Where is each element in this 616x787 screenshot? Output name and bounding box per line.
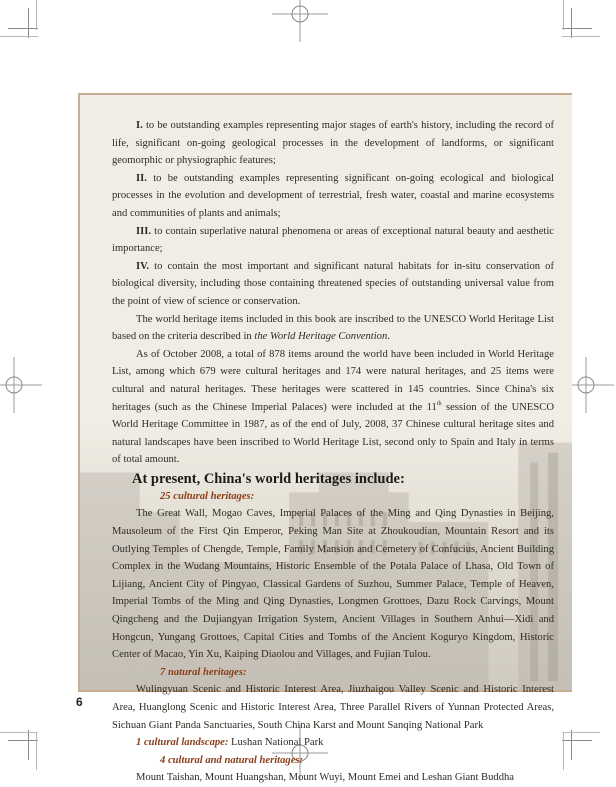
cultural-heritages-label: 25 cultural heritages: <box>160 490 255 502</box>
criterion-2 <box>112 170 554 223</box>
page-number: 6 <box>76 695 83 709</box>
cultural-landscape-text: Lushan National Park <box>228 737 324 749</box>
ordinal-superscript: th <box>436 400 442 407</box>
cultural-landscape-line <box>112 734 554 752</box>
criterion-1 <box>112 117 554 170</box>
crop-mark-top-left <box>0 0 40 40</box>
convention-title: the World Heritage Convention <box>254 331 388 343</box>
criterion-numeral: IV. <box>136 260 150 272</box>
cultural-heritages-list: The Great Wall, Mogao Caves, Imperial Palaces of the Ming and Qing Dynasties in Beijing, Mausoleum of the First Qin Emperor, Peking Man Site at Zhoukoudian, Mountain Resort and its Outlying Temples of Chengde, Temple, Family Mansion and Cemetery of Confucius, Ancient Building Complex in the Wudang Mountains, Historic Ensemble of the Potala Palace of Lhasa, Old Town of Lijiang, Ancient City of Pingyao, Classical Gardens of Suzhou, Summer Palace, Temple of Heaven, Imperial Tombs of the Ming and Qing Dynasties, Longmen Grottoes, Dazu Rock Carvings, Mount Qingcheng and the Dujiangyan Irrigation System, Ancient Villages in Southern Anhui—Xidi and Hongcun, Yungang Grottoes, Capital Cities and Tombs of the Ancient Koguryo Kingdom, Historic Center of Macao, Yin Xu, Kaiping Diaolou and Villages, and Fujian Tulou. <box>112 508 554 661</box>
mixed-heritages-label: 4 cultural and natural heritages: <box>160 754 304 766</box>
stats-text: As of October 2008, a total of 878 items around the world have been included in World Heritage List, among which 679 were cultural heritages and 174 were natural heritages, and 25 items were cultural and natural heritages. These heritages were scattered in 145 countries. Since China's six heritages (such as the Chinese Imperial Palaces) were included at the 11 <box>112 348 554 413</box>
crop-mark-bottom-left <box>0 730 40 770</box>
criterion-numeral: I. <box>136 120 143 131</box>
intro-paragraph <box>112 311 554 346</box>
crop-mark-top-right <box>560 0 600 40</box>
criterion-text: to contain the most important and significant natural habitats for in-situ conservation of biological diversity, including those containing threatened species of outstanding universal value from the point of view of science or conservation. <box>112 260 554 307</box>
natural-heritages-label: 7 natural heritages: <box>160 666 247 678</box>
criterion-text: to contain superlative natural phenomena or areas of exceptional natural beauty and aesthetic importance; <box>112 225 554 255</box>
cultural-landscape-label: 1 cultural landscape: <box>136 737 229 749</box>
criterion-4 <box>112 258 554 311</box>
criterion-numeral: II. <box>136 172 147 184</box>
intro-end: . <box>387 331 390 343</box>
natural-heritages-list: Wulingyuan Scenic and Historic Interest Area, Jiuzhaigou Valley Scenic and Historic Interest Area, Huanglong Scenic and Historic Interest Area, Three Parallel Rivers of Yunnan Protected Areas, Sichuan Giant Panda Sanctuaries, South China Karst and Mount Sanqing National Park <box>112 684 554 731</box>
criterion-text: to be outstanding examples representing major stages of earth's history, including the record of life, significant on-going geological processes in the development of landforms, or significant geomorphic or physiographic features; <box>112 120 554 167</box>
intro-text: The world heritage items included in this book are inscribed to the UNESCO World Heritage List based on the criteria described in <box>112 313 554 343</box>
stats-paragraph <box>112 346 554 469</box>
criterion-3 <box>112 223 554 258</box>
stats-text-continued: session of the UNESCO World Heritage Committee in 1987, as of the end of July, 2008, 37 Chinese cultural heritage sites and natural landscapes have been inscribed to World Heritage List, second only to Spain and Italy in terms of total amount. <box>112 401 554 466</box>
page-content-box <box>78 93 572 784</box>
registration-mark-top <box>270 0 330 44</box>
criterion-numeral: III. <box>136 225 152 237</box>
criterion-text: to be outstanding examples representing significant on-going ecological and biological processes in the evolution and development of terrestrial, fresh water, coastal and marine ecosystems and communities of plants and animals; <box>112 172 554 219</box>
mixed-heritages-list: Mount Taishan, Mount Huangshan, Mount Wuyi, Mount Emei and Leshan Giant Buddha <box>136 772 515 784</box>
section-heading: At present, China's world heritages include: <box>132 470 405 487</box>
registration-mark-left <box>0 355 44 415</box>
body-text <box>112 117 554 787</box>
crop-mark-bottom-right <box>560 730 600 770</box>
